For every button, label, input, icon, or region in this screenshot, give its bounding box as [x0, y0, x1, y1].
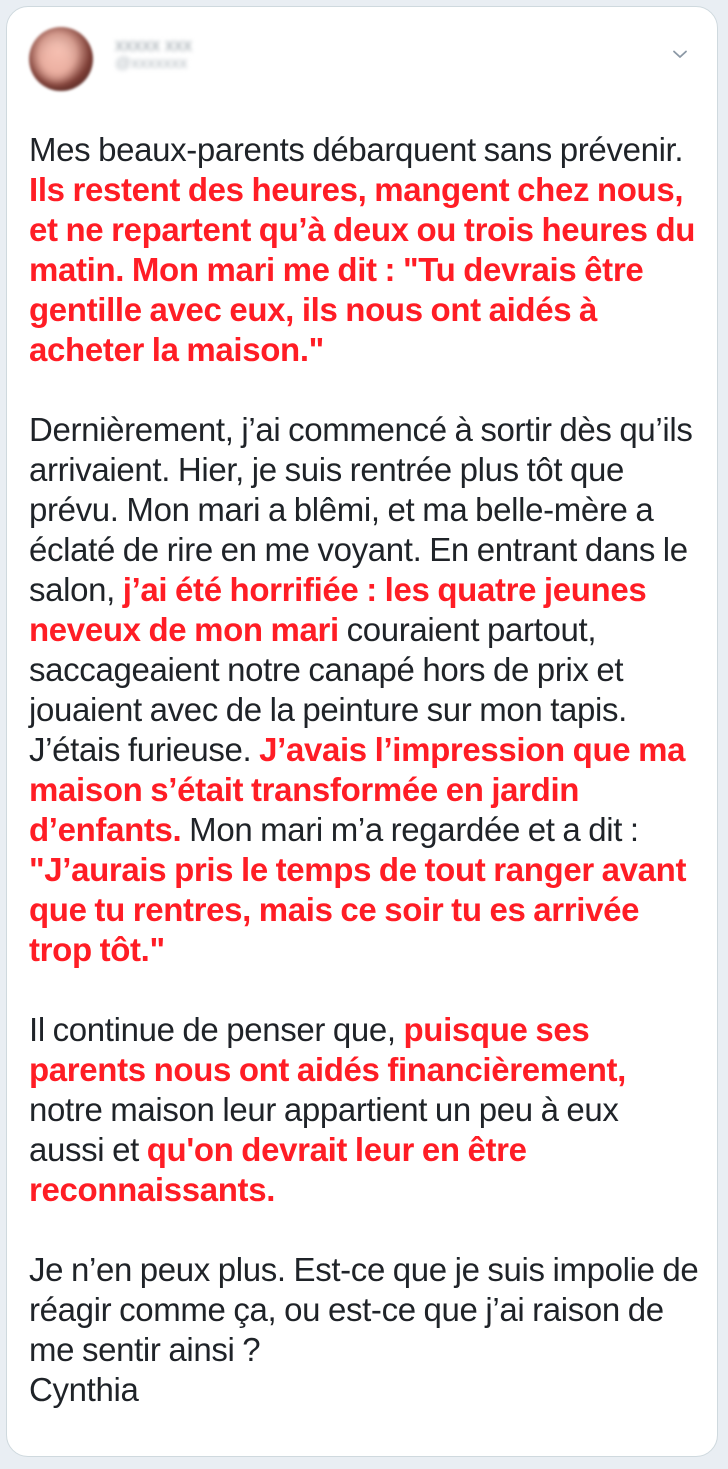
paragraph-1: [29, 130, 699, 370]
paragraph-3-middle: notre maison leur appartient un peu à eux aussi et: [29, 1091, 619, 1168]
author-info: [115, 35, 295, 79]
author-handle: @xxxxxxx: [115, 55, 188, 72]
paragraph-2-said: Mon mari m’a regardée et a dit :: [181, 811, 639, 848]
avatar[interactable]: [29, 27, 93, 91]
paragraph-4: [29, 1250, 699, 1410]
paragraph-2-middle: couraient partout, saccageaient notre canapé hors de prix et jouaient avec de la peinture sur mon tapis. J’étais furieuse.: [29, 611, 627, 768]
more-options-button[interactable]: [663, 37, 697, 71]
paragraph-2-highlight-impression: J’avais l’impression que ma maison s’était transformée en jardin d’enfants.: [29, 731, 686, 848]
paragraph-3-highlight-parents: puisque ses parents nous ont aidés financièrement,: [29, 1011, 627, 1088]
paragraph-1-highlight: Ils restent des heures, mangent chez nous, et ne repartent qu’à deux ou trois heures du matin. Mon mari me dit : "Tu devrais être gentille avec eux, ils nous ont aidés à acheter la maison.": [29, 171, 696, 368]
paragraph-2: [29, 410, 699, 970]
paragraph-2-highlight-quote: "J’aurais pris le temps de tout ranger avant que tu rentres, mais ce soir tu es arrivée trop tôt.": [29, 851, 687, 968]
paragraph-2-highlight-horror: j’ai été horrifiée : les quatre jeunes neveux de mon mari: [29, 571, 647, 648]
paragraph-3: [29, 1010, 699, 1210]
tweet-card: [6, 6, 718, 1457]
tweet-content: [29, 130, 699, 1410]
paragraph-2-intro: Dernièrement, j’ai commencé à sortir dès qu’ils arrivaient. Hier, je suis rentrée plus tôt que prévu. Mon mari a blêmi, et ma belle-mère a éclaté de rire en me voyant. En entrant dans le salon,: [29, 411, 693, 608]
signature: Cynthia: [29, 1371, 139, 1408]
author-display-name: xxxxx xxx: [115, 35, 193, 55]
paragraph-3-intro: Il continue de penser que,: [29, 1011, 404, 1048]
paragraph-1-intro: Mes beaux-parents débarquent sans prévenir.: [29, 131, 684, 168]
paragraph-4-text: Je n’en peux plus. Est-ce que je suis impolie de réagir comme ça, ou est-ce que j’ai raison de me sentir ainsi ?: [29, 1251, 699, 1368]
chevron-down-icon: [671, 45, 689, 63]
paragraph-3-highlight-grateful: qu'on devrait leur en être reconnaissants.: [29, 1131, 527, 1208]
tweet-header: [29, 27, 697, 91]
